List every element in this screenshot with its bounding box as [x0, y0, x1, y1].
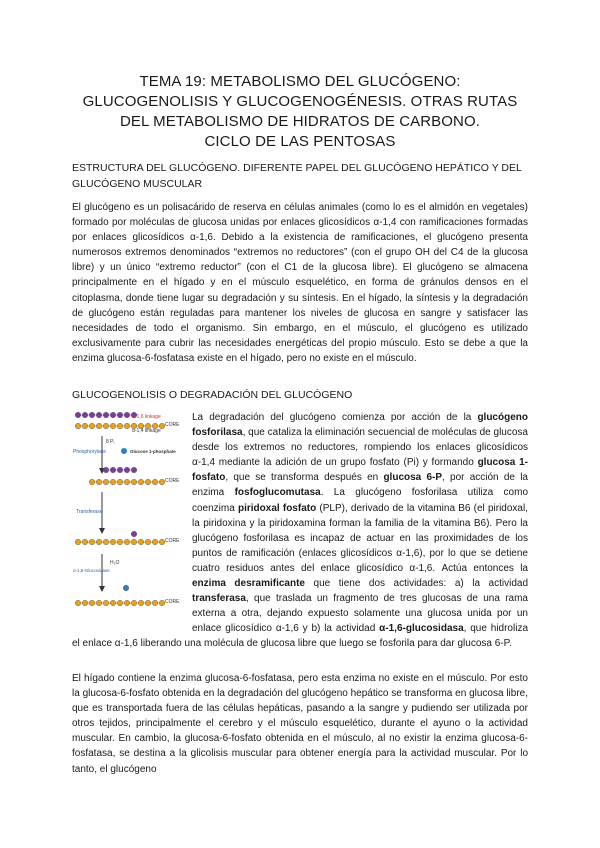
glucose-residue — [103, 539, 109, 545]
text: , que traslada un fragmento de tres glucosas de una rama externa a otra, dejando expuesto solamente una glucosa unida por un enlace glicosídico α-1,6 y b) la actividad — [192, 593, 528, 635]
paragraph-with-figure — [72, 410, 528, 652]
glucose-residue — [145, 479, 151, 485]
bold-term: enzima desramificante — [192, 578, 305, 590]
glucose-residue — [124, 539, 130, 545]
glucose-residue — [124, 412, 130, 418]
glucose-residue — [75, 600, 81, 606]
glucose-residue — [96, 600, 102, 606]
glucose-residue — [131, 539, 137, 545]
glucose-residue — [117, 423, 123, 429]
glucose-residue — [103, 412, 109, 418]
text: La degradación del glucógeno comienza por acción de la — [192, 412, 478, 423]
glucose-residue — [152, 479, 158, 485]
title-line: GLUCOGENOLISIS Y GLUCOGENOGÉNESIS. OTRAS RUTAS — [82, 93, 518, 110]
g1p-label: Glucose 1-phosphate — [130, 449, 176, 454]
glucose-residue — [145, 600, 151, 606]
glucose-residue — [152, 539, 158, 545]
glucose-residue — [96, 539, 102, 545]
glucose-residue — [159, 479, 165, 485]
glucose-residue — [82, 600, 88, 606]
title-line: DEL METABOLISMO DE HIDRATOS DE CARBONO. — [119, 113, 481, 130]
text: , que hidroliza el enlace α-1,6 liberando una molécula de glucosa libre que luego se fosforila para dar glucosa 6-P. — [72, 623, 529, 650]
glucose-residue — [124, 600, 130, 606]
phosphorylase-label: Phosphorylase — [73, 449, 107, 455]
glucose-residue — [96, 412, 102, 418]
core-label: CORE — [165, 478, 180, 484]
glucosidase-label: α-1,6-Glucosidase — [73, 568, 110, 573]
glucose-residue — [124, 467, 130, 473]
paragraph: El hígado contiene la enzima glucosa-6-fosfatasa, pero esta enzima no existe en el músculo. Por esto la glucosa-6-fosfato obtenida en la degradación del glucógeno hepático se transforma en glucosa libre, que es transportada fuera de las células hepáticas, pasando a la sangre y pudiendo ser utilizada por otros tejidos, principalmente el cerebro y el músculo esquelético, durante el ayuno o la actividad muscular. En cambio, la glucosa-6-fosfato obtenida en el músculo, al no existir la enzima glucosa-6- fosfatasa, se destina a la glicolisis muscular para obtener energía para la actividad muscular. Por lo tanto, el glucógeno — [72, 673, 528, 775]
page-title — [40, 72, 560, 152]
glucose-residue — [89, 479, 95, 485]
section-heading: GLUCOGENOLISIS O DEGRADACIÓN DEL GLUCÓGENO — [72, 389, 353, 401]
glucose-residue — [117, 600, 123, 606]
title-line: TEMA 19: METABOLISMO DEL GLUCÓGENO: — [139, 73, 461, 90]
glucose-residue — [110, 467, 116, 473]
label-16-linkage: α-1,6 linkage — [132, 414, 161, 420]
text: , que cataliza la eliminación secuencial de moléculas de glucosa desde los extremos no reductores, rompiendo los enlaces glicosídicos α-1,4 mediante la adición de un grupo fosfato (Pi) y formando — [192, 427, 528, 469]
transferase-label: Transferase — [76, 509, 103, 515]
glucose-residue — [117, 412, 123, 418]
glucose-residue — [103, 467, 109, 473]
core-label: CORE — [165, 538, 180, 544]
glucose-residue — [103, 479, 109, 485]
glucose-residue — [117, 479, 123, 485]
glucose-residue — [110, 539, 116, 545]
text: que tiene dos actividades: a) la actividad — [305, 578, 529, 590]
glucose-residue — [110, 423, 116, 429]
glucose-residue — [82, 412, 88, 418]
label-14-linkage: α-1,4 linkage — [132, 428, 161, 434]
glucose-residue — [131, 531, 137, 537]
glucose-residue — [89, 412, 95, 418]
glucose-residue — [110, 479, 116, 485]
bold-term: fosfoglucomutasa — [234, 487, 321, 499]
glycogen-degradation-figure — [72, 410, 184, 628]
bold-term: glucosa 1-fosfato — [192, 457, 528, 484]
core-label: CORE — [165, 599, 180, 605]
h2o-label: H₂O — [110, 560, 120, 566]
glucose-residue — [138, 539, 144, 545]
bold-term: piridoxal fosfato — [238, 502, 317, 514]
text: , que se transforma después en — [225, 472, 384, 484]
glucose-residue — [117, 467, 123, 473]
glucose-residue — [159, 600, 165, 606]
glucose-residue — [96, 423, 102, 429]
bold-term: glucosa 6-P — [383, 472, 443, 484]
core-label: CORE — [165, 422, 180, 428]
title-line: CICLO DE LAS PENTOSAS — [204, 133, 396, 150]
glucose-residue — [159, 539, 165, 545]
glucose-residue — [131, 600, 137, 606]
glucose-residue — [131, 467, 137, 473]
glucose-residue — [89, 423, 95, 429]
section-heading: ESTRUCTURA DEL GLUCÓGENO. DIFERENTE PAPEL DEL GLUCÓGENO HEPÁTICO Y DEL GLUCÓGENO MUSCULAR — [72, 162, 522, 190]
glucose-residue — [110, 600, 116, 606]
glucose-residue — [82, 539, 88, 545]
glucose-residue — [103, 423, 109, 429]
glucose-residue — [89, 539, 95, 545]
text: , por acción de la enzima — [192, 472, 528, 499]
glucose-residue — [75, 539, 81, 545]
glucose-residue — [123, 585, 129, 591]
glucose-residue — [75, 423, 81, 429]
glucose-residue — [96, 479, 102, 485]
glucose-residue — [138, 600, 144, 606]
glucose-residue — [124, 479, 130, 485]
text: (PLP), derivado de la vitamina B6 (el piridoxal, la piridoxina y la piridoxamina forman la familia de la vitamina B6). Pero la glucógeno fosforilasa es incapaz de actuar en las proximidades de los puntos de ramificación (enlaces glicosídicos α-1,6), por lo que se detiene cuatro residuos antes del enlace glicosídico α-1,6. Actúa entonces la — [192, 502, 528, 574]
glucose-residue — [75, 412, 81, 418]
glucose-residue — [131, 479, 137, 485]
bold-term: α-1,6-glucosidasa — [379, 623, 464, 635]
paragraph: El glucógeno es un polisacárido de reserva en células animales (como lo es el almidón en vegetales) formado por moléculas de glucosa unidas por enlaces glicosídicos α-1,4 con ramificaciones formadas por enlaces glicosídicos α-1,6. Debido a la existencia de ramificaciones, el glucógeno presenta numerosos extremos denominados “extremos no reductores” (con el grupo OH del C4 de la glucosa libre) y un único “extremo reductor” (con el C1 de la glucosa libre). El glucógeno se almacena principalmente en el hígado y en el músculo esquelético, en forma de gránulos densos en el citoplasma, donde tiene lugar su degradación y su síntesis. En el hígado, la síntesis y la degradación de glucógeno están reguladas para mantener los niveles de glucosa en sangre y satisfacer las necesidades de todo el organismo. Sin embargo, en el músculo, el glucógeno es utilizado exclusivamente para cubrir las necesidades energéticas del propio músculo. Esto se debe a que la enzima glucosa-6-fosfatasa existe en el hígado, pero no existe en el músculo. — [72, 202, 528, 364]
glucose-residue — [124, 423, 130, 429]
glucose-residue — [152, 600, 158, 606]
bold-term: transferasa — [192, 593, 246, 605]
glucose-residue — [138, 479, 144, 485]
glucose-residue — [145, 539, 151, 545]
bold-term: glucógeno fosforilasa — [192, 412, 528, 439]
text: . La glucógeno fosforilasa utiliza como coenzima — [192, 487, 529, 514]
pi-label: 8 Pᵢ — [106, 439, 115, 445]
glucose-residue — [117, 539, 123, 545]
glucose-residue — [103, 600, 109, 606]
glucose-residue — [82, 423, 88, 429]
glucose-residue — [89, 600, 95, 606]
glucose-residue — [110, 412, 116, 418]
